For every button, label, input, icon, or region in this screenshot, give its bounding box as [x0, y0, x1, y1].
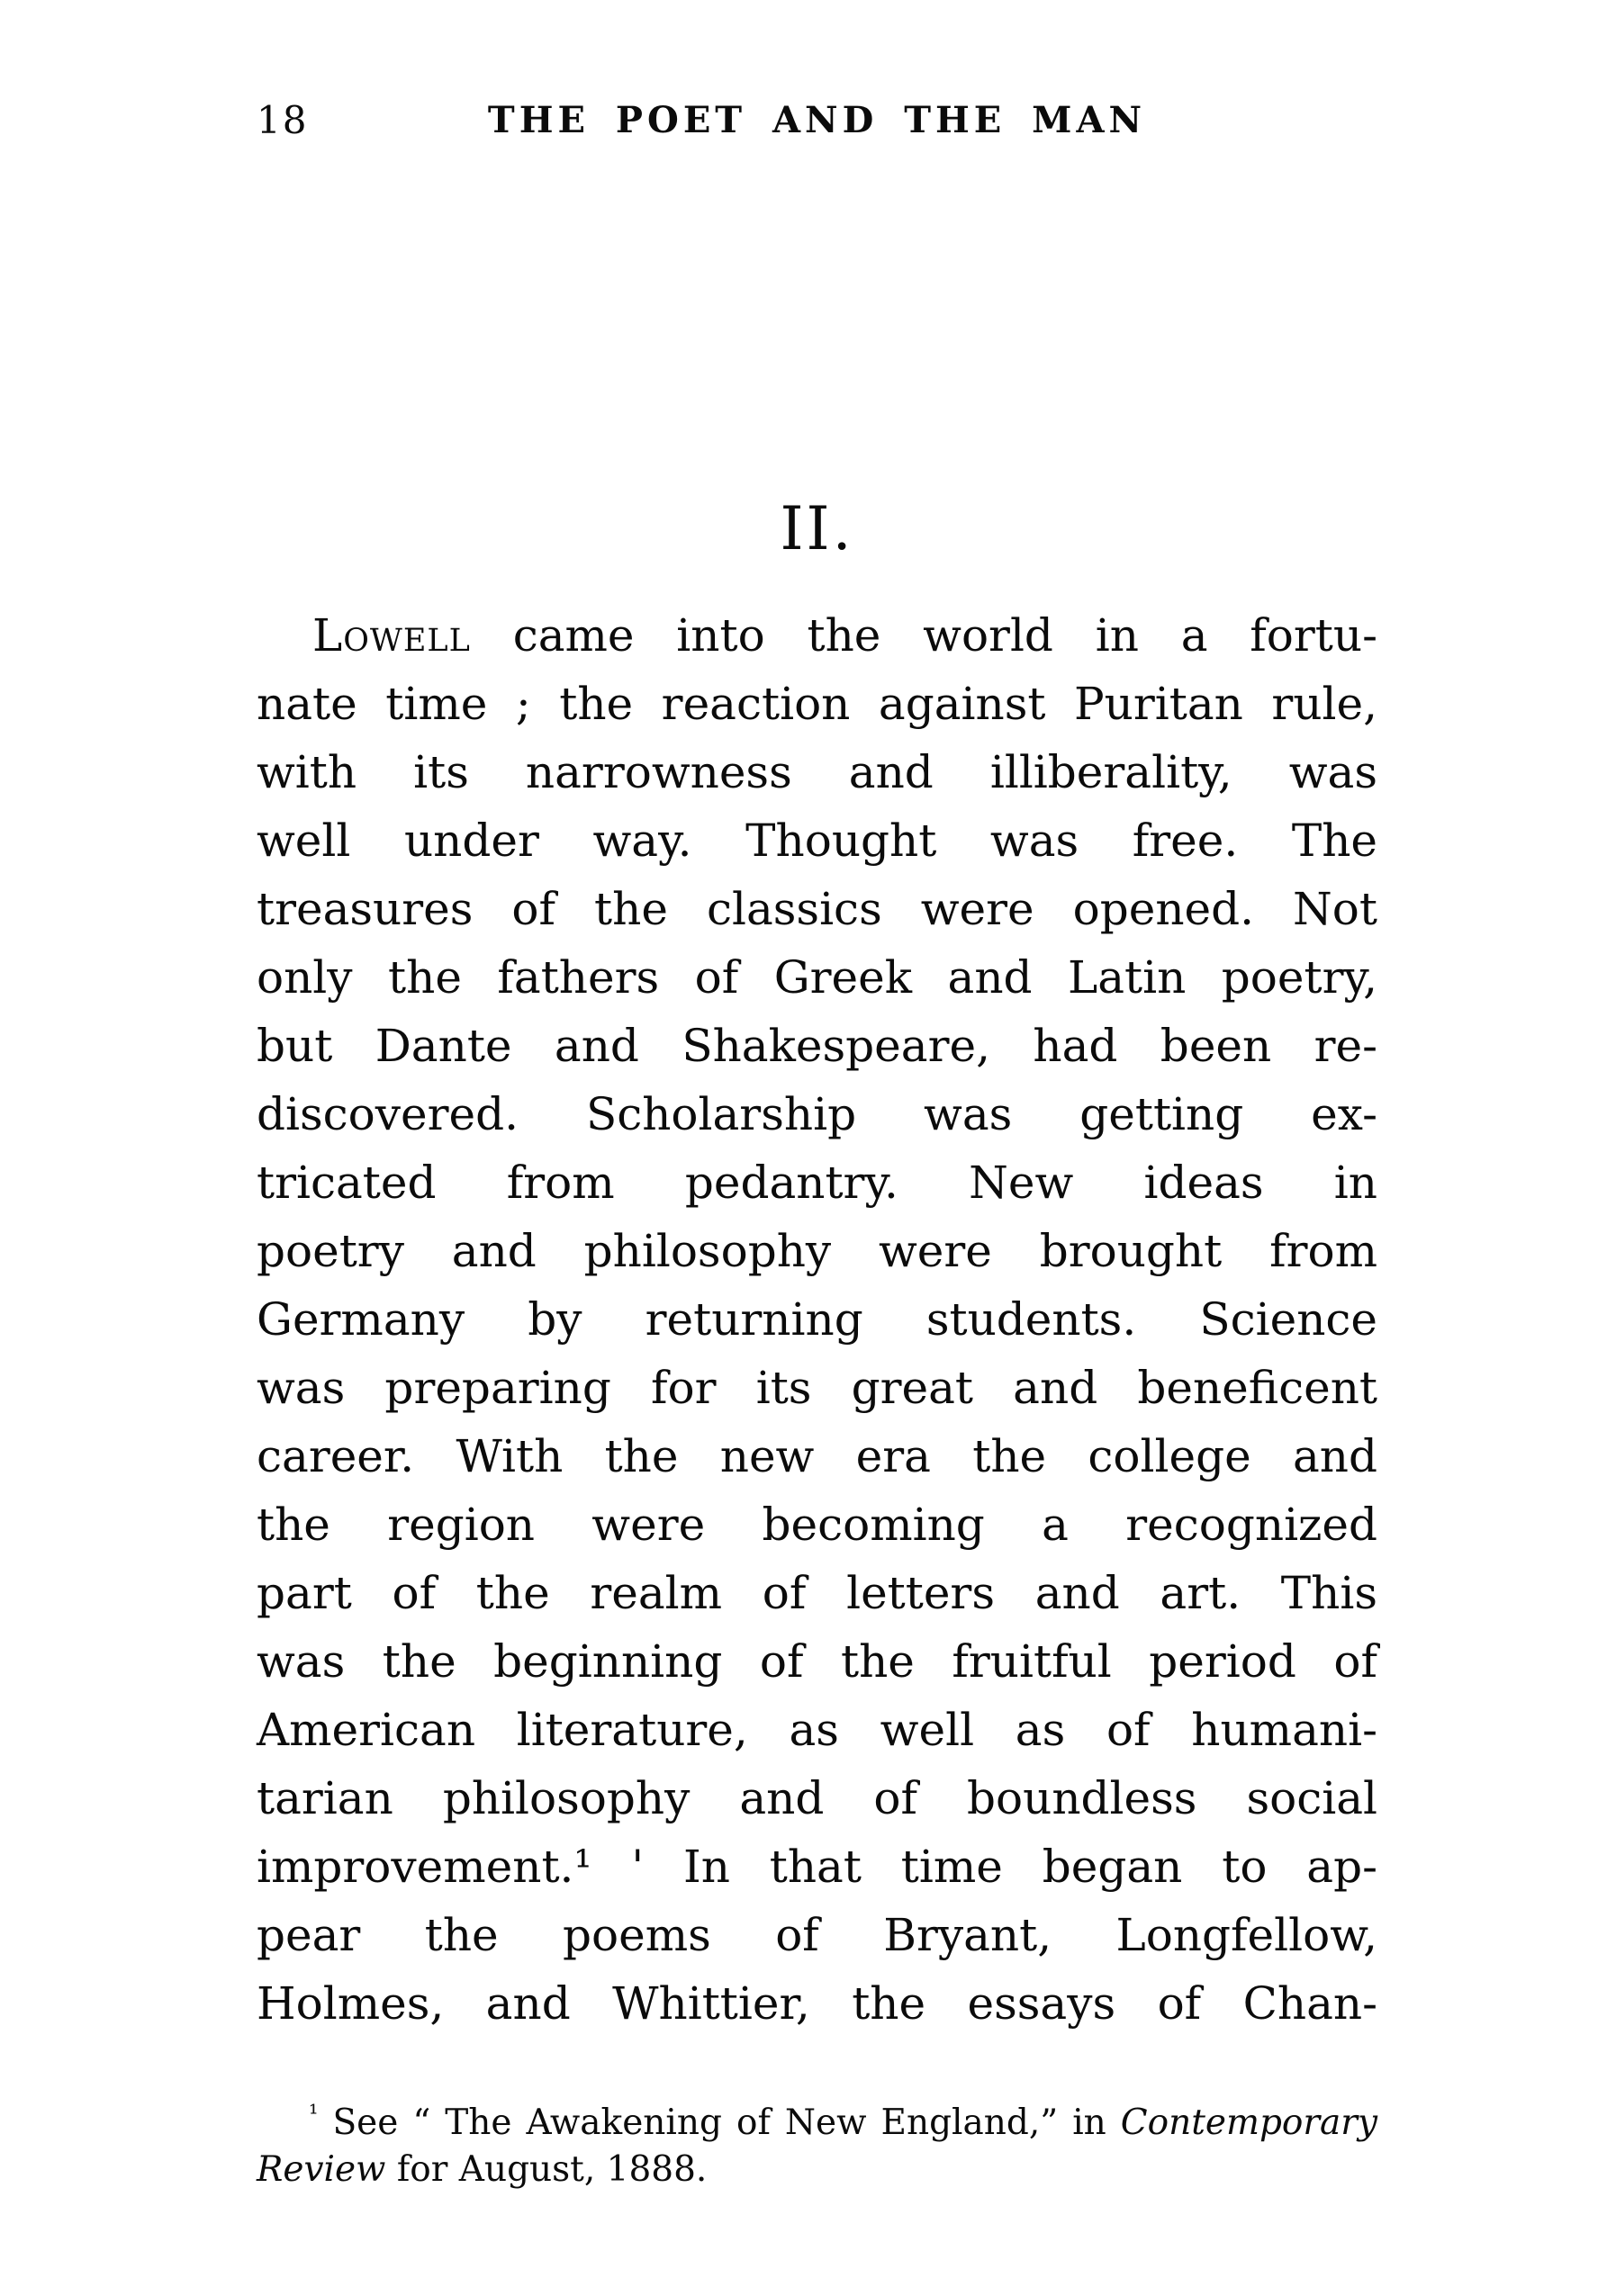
- body-line: tricated from pedantry. New ideas in: [257, 1157, 1377, 1209]
- body-line: career. With the new era the college and: [257, 1430, 1377, 1482]
- lead-word-smallcaps: Lowell: [312, 609, 471, 662]
- body-line-text: came into the world in a fortu-: [512, 609, 1377, 662]
- running-title: THE POET AND THE MAN: [487, 99, 1147, 141]
- body-line: with its narrowness and illiberality, was: [257, 746, 1377, 798]
- footnote-line: [257, 2142, 1377, 2198]
- footnote-marker: ¹: [309, 2101, 319, 2128]
- running-header: [257, 97, 1377, 151]
- body-line: well under way. Thought was free. The: [257, 815, 1377, 867]
- body-line: Holmes, and Whittier, the essays of Chan-: [257, 1977, 1377, 2030]
- footnote-journal-name: Contemporary: [1120, 2102, 1377, 2143]
- body-line: the region were becoming a recognized: [257, 1499, 1377, 1551]
- body-line: nate time ; the reaction against Puritan rule,: [257, 678, 1377, 730]
- body-line: was the beginning of the fruitful period of: [257, 1635, 1377, 1688]
- body-line: only the fathers of Greek and Latin poetry,: [257, 951, 1377, 1004]
- body-line: improvement.¹ ' In that time began to ap-: [257, 1841, 1377, 1893]
- footnote-line: [257, 2086, 1377, 2142]
- body-line: Germany by returning students. Science: [257, 1293, 1377, 1346]
- footnote-journal-name: Review: [257, 2149, 386, 2190]
- page-number: 18: [257, 98, 309, 142]
- body-line: poetry and philosophy were brought from: [257, 1225, 1377, 1277]
- body-line: was preparing for its great and beneficent: [257, 1362, 1377, 1414]
- body-line: part of the realm of letters and art. This: [257, 1567, 1377, 1619]
- body-line: treasures of the classics were opened. Not: [257, 883, 1377, 935]
- body-line: American literature, as well as of humani-: [257, 1704, 1377, 1756]
- body-line: [257, 601, 1377, 670]
- footnote-text: See “ The Awakening of New England,” in: [332, 2102, 1106, 2143]
- body-line: discovered. Scholarship was getting ex-: [257, 1088, 1377, 1140]
- body-line: pear the poems of Bryant, Longfellow,: [257, 1909, 1377, 1961]
- body-line: but Dante and Shakespeare, had been re-: [257, 1020, 1377, 1072]
- footnote-text: for August, 1888.: [396, 2149, 708, 2190]
- footnote: [257, 2086, 1377, 2198]
- body-text: [257, 601, 1377, 2038]
- section-heading: II.: [780, 494, 854, 563]
- body-line: tarian philosophy and of boundless social: [257, 1772, 1377, 1824]
